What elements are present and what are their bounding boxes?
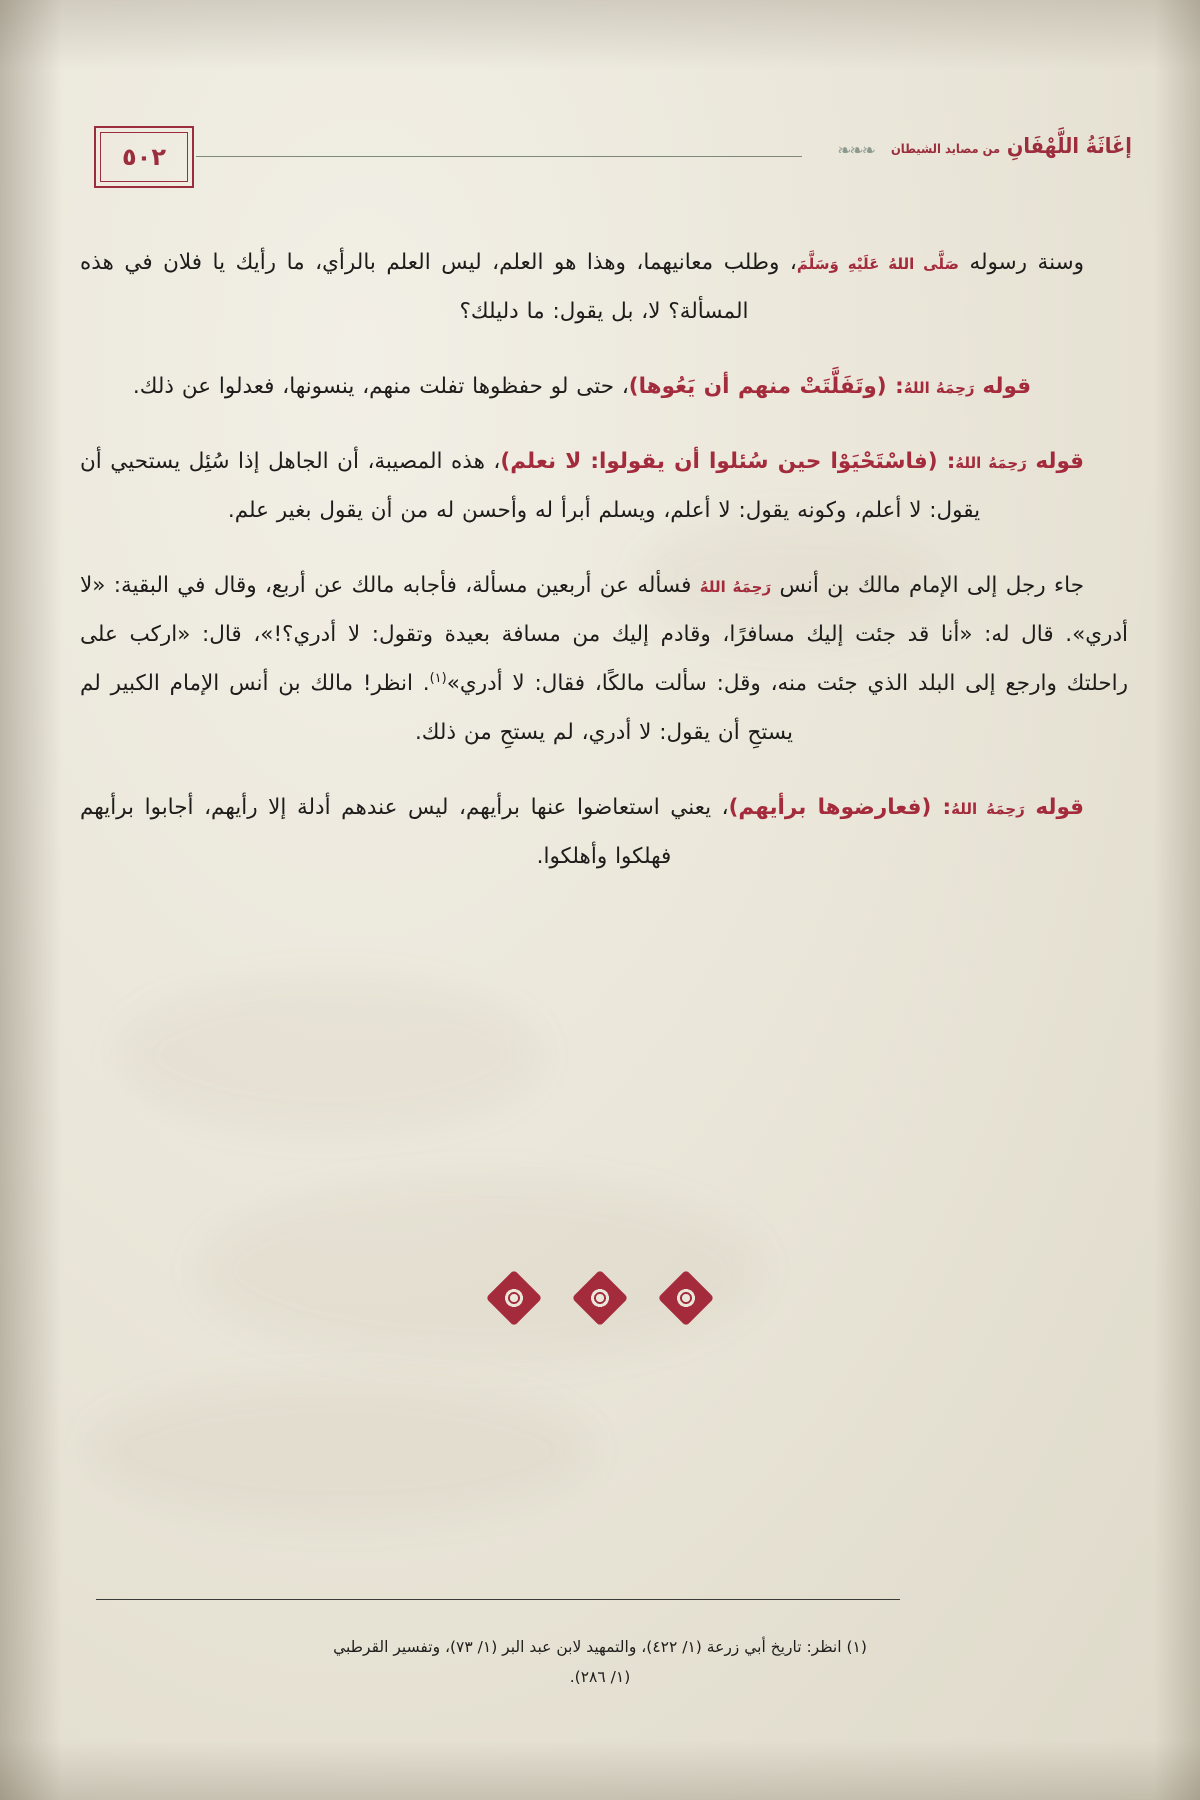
diamond-rosette-icon	[658, 1270, 715, 1327]
book-title-main: إغَاثَةُ اللَّهْفَانِ	[1007, 134, 1132, 158]
paragraph: قوله رَحِمَهُ اللهُ: (فاسْتَحْيَوْا حين سُئلوا أن يقولوا: لا نعلم)، هذه المصيبة، أن الجاهل إذا سُئِل يستحيي أن يقول: لا أعلم، وكونه يقول: لا أعلم، ويسلم أبرأ له وأحسن له من أن يقول بغير علم.	[80, 449, 1084, 524]
diamond-rosette-icon	[486, 1270, 543, 1327]
leaf-flourish-icon: ❧❧❧	[837, 141, 874, 161]
page-edge-shadow-right	[1154, 0, 1200, 1800]
page-number: ٥٠٢	[122, 143, 166, 171]
paragraph: قوله رَحِمَهُ اللهُ: (وتَفَلَّتَتْ منهم أن يَعُوها)، حتى لو حفظوها تفلت منهم، ينسونها، فعدلوا عن ذلك.	[132, 374, 1032, 400]
paragraph: قوله رَحِمَهُ اللهُ: (فعارضوها برأيهم)، يعني استعاضوا عنها برأيهم، ليس عندهم أدلة إلا رأيهم، أجابوا برأيهم فهلكوا وأهلكوا.	[80, 795, 1084, 870]
footnote-separator	[96, 1599, 900, 1600]
paragraph: جاء رجل إلى الإمام مالك بن أنس رَحِمَهُ اللهُ فسأله عن أربعين مسألة، فأجابه مالك عن أربع، وقال في البقية: «لا أدري». قال له: «أنا قد جئت إليك مسافرًا، وقادم إليك من مسافة بعيدة وتقول: لا أدري؟!»، قال: «اركب على راحلتك وارجع إلى البلد الذي جئت منه، وقل: سألت مالكًا، فقال: لا أدري»$^{(١)}$. انظر! مالك بن أنس الإمام الكبير لم يستحِ أن يقول: لا أدري، لم يستحِ من ذلك.	[80, 573, 1128, 746]
paper-blotch	[120, 980, 540, 1130]
diamond-rosette-icon	[572, 1270, 629, 1327]
header-rule	[196, 156, 802, 157]
page-edge-shadow-bottom	[0, 1740, 1200, 1800]
paragraph: وسنة رسوله صَلَّى اللهُ عَلَيْهِ وَسَلَّمَ، وطلب معانيهما، وهذا هو العلم، ليس العلم بالرأي، ما رأيك يا فلان في هذه المسألة؟ لا، بل يقول: ما دليلك؟	[80, 250, 1084, 325]
page-number-frame	[94, 126, 194, 188]
page-body	[80, 238, 1128, 907]
section-ornament	[0, 1278, 1200, 1318]
paper-blotch	[200, 1180, 760, 1360]
page-edge-shadow-left	[0, 0, 62, 1800]
footnote-line: (١/ ٢٨٦).	[569, 1667, 631, 1686]
book-title	[891, 134, 1132, 158]
paper-blotch	[90, 1380, 590, 1520]
footnote-line: (١) انظر: تاريخ أبي زرعة (١/ ٤٢٢)، والتمهيد لابن عبد البر (١/ ٧٣)، وتفسير القرطبي	[333, 1637, 867, 1656]
page-edge-shadow-top	[0, 0, 1200, 70]
footnote-block	[84, 1632, 1116, 1692]
book-title-subtitle: من مصايد الشيطان	[891, 141, 1001, 156]
page-header	[68, 130, 1132, 200]
